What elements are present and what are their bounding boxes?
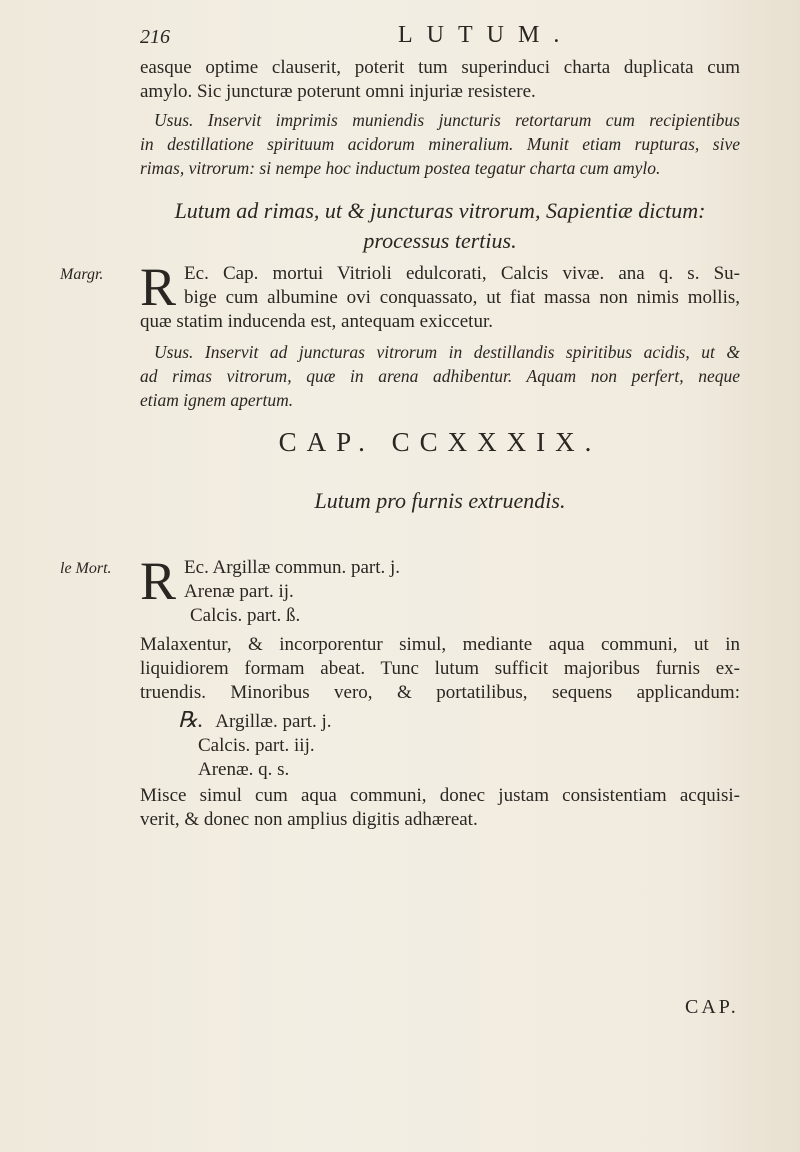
text-line: rimas, vitrorum: si nempe hoc inductum postea tegatur charta cum amylo. [140, 158, 661, 178]
recipe-paragraph [140, 257, 740, 334]
section-heading [140, 196, 740, 256]
text-line: Usus. Inservit ad juncturas vitrorum in destillandis spiritibus acidis, ut & [154, 342, 740, 362]
text-line: Ec. Cap. mortui Vitrioli edulcorati, Calcis vivæ. ana q. s. Su- [184, 263, 740, 284]
recipe-symbol-icon: ℞. [178, 707, 204, 732]
instruction-paragraph [140, 633, 740, 705]
text-line: etiam ignem apertum. [140, 390, 294, 410]
text-line: Malaxentur, & incorporentur simul, mediante aqua communi, ut in [140, 634, 740, 655]
text-line: amylo. Sic juncturæ poterunt omni injuriæ resistere. [140, 81, 536, 102]
text-line: truendis. Minoribus vero, & portatilibus, sequens applicandum: [140, 682, 740, 703]
running-title: LUTUM. [398, 22, 574, 48]
text-line: Usus. Inservit imprimis muniendis juncturis retortarum cum recipientibus [154, 110, 740, 130]
heading-line: Lutum ad rimas, ut & juncturas vitrorum, Sapientiæ dictum: [174, 198, 706, 223]
recipe-item: Ec. Argillæ commun. part. j. [184, 557, 401, 578]
heading-line: processus tertius. [363, 228, 517, 253]
text-line: bige cum albumine ovi conquassato, ut fiat massa non nimis mollis, [184, 287, 740, 308]
recipe-list [140, 551, 740, 628]
drop-capital: R [140, 257, 177, 317]
text-line: verit, & donec non amplius digitis adhæreat. [140, 809, 478, 830]
text-line: easque optime clauserit, poterit tum superinduci charta duplicata cum [140, 57, 740, 78]
usus-paragraph [140, 340, 740, 412]
usus-paragraph [140, 108, 740, 180]
text-line: liquidiorem formam abeat. Tunc lutum sufficit majoribus furnis ex- [140, 658, 740, 679]
recipe-list [140, 708, 740, 782]
page-number: 216 [140, 26, 170, 48]
text-line: quæ statim inducenda est, antequam exiccetur. [140, 311, 493, 332]
recipe-item: Arenæ. q. s. [198, 759, 290, 780]
section-heading: Lutum pro furnis extruendis. [314, 488, 566, 513]
drop-capital: R [140, 551, 177, 611]
instruction-paragraph [140, 784, 740, 832]
chapter-heading: CAP. CCXXXIX. [278, 427, 602, 457]
catchword: CAP. [685, 996, 739, 1018]
recipe-item-text: Argillæ. part. j. [215, 711, 332, 732]
margin-note: le Mort. [60, 560, 112, 577]
paragraph-continuation [140, 56, 740, 104]
margin-note: Margr. [60, 266, 104, 283]
text-line: in destillatione spirituum acidorum mineralium. Munit etiam rupturas, sive [140, 134, 740, 154]
recipe-item: Calcis. part. iij. [198, 735, 315, 756]
text-line: ad rimas vitrorum, quæ in arena adhibentur. Aquam non perfert, neque [140, 366, 740, 386]
recipe-item [140, 708, 740, 734]
running-head [140, 20, 740, 50]
recipe-item: Arenæ part. ij. [184, 581, 294, 602]
recipe-item: Calcis. part. ß. [190, 605, 301, 626]
text-line: Misce simul cum aqua communi, donec justam consistentiam acquisi- [140, 785, 740, 806]
